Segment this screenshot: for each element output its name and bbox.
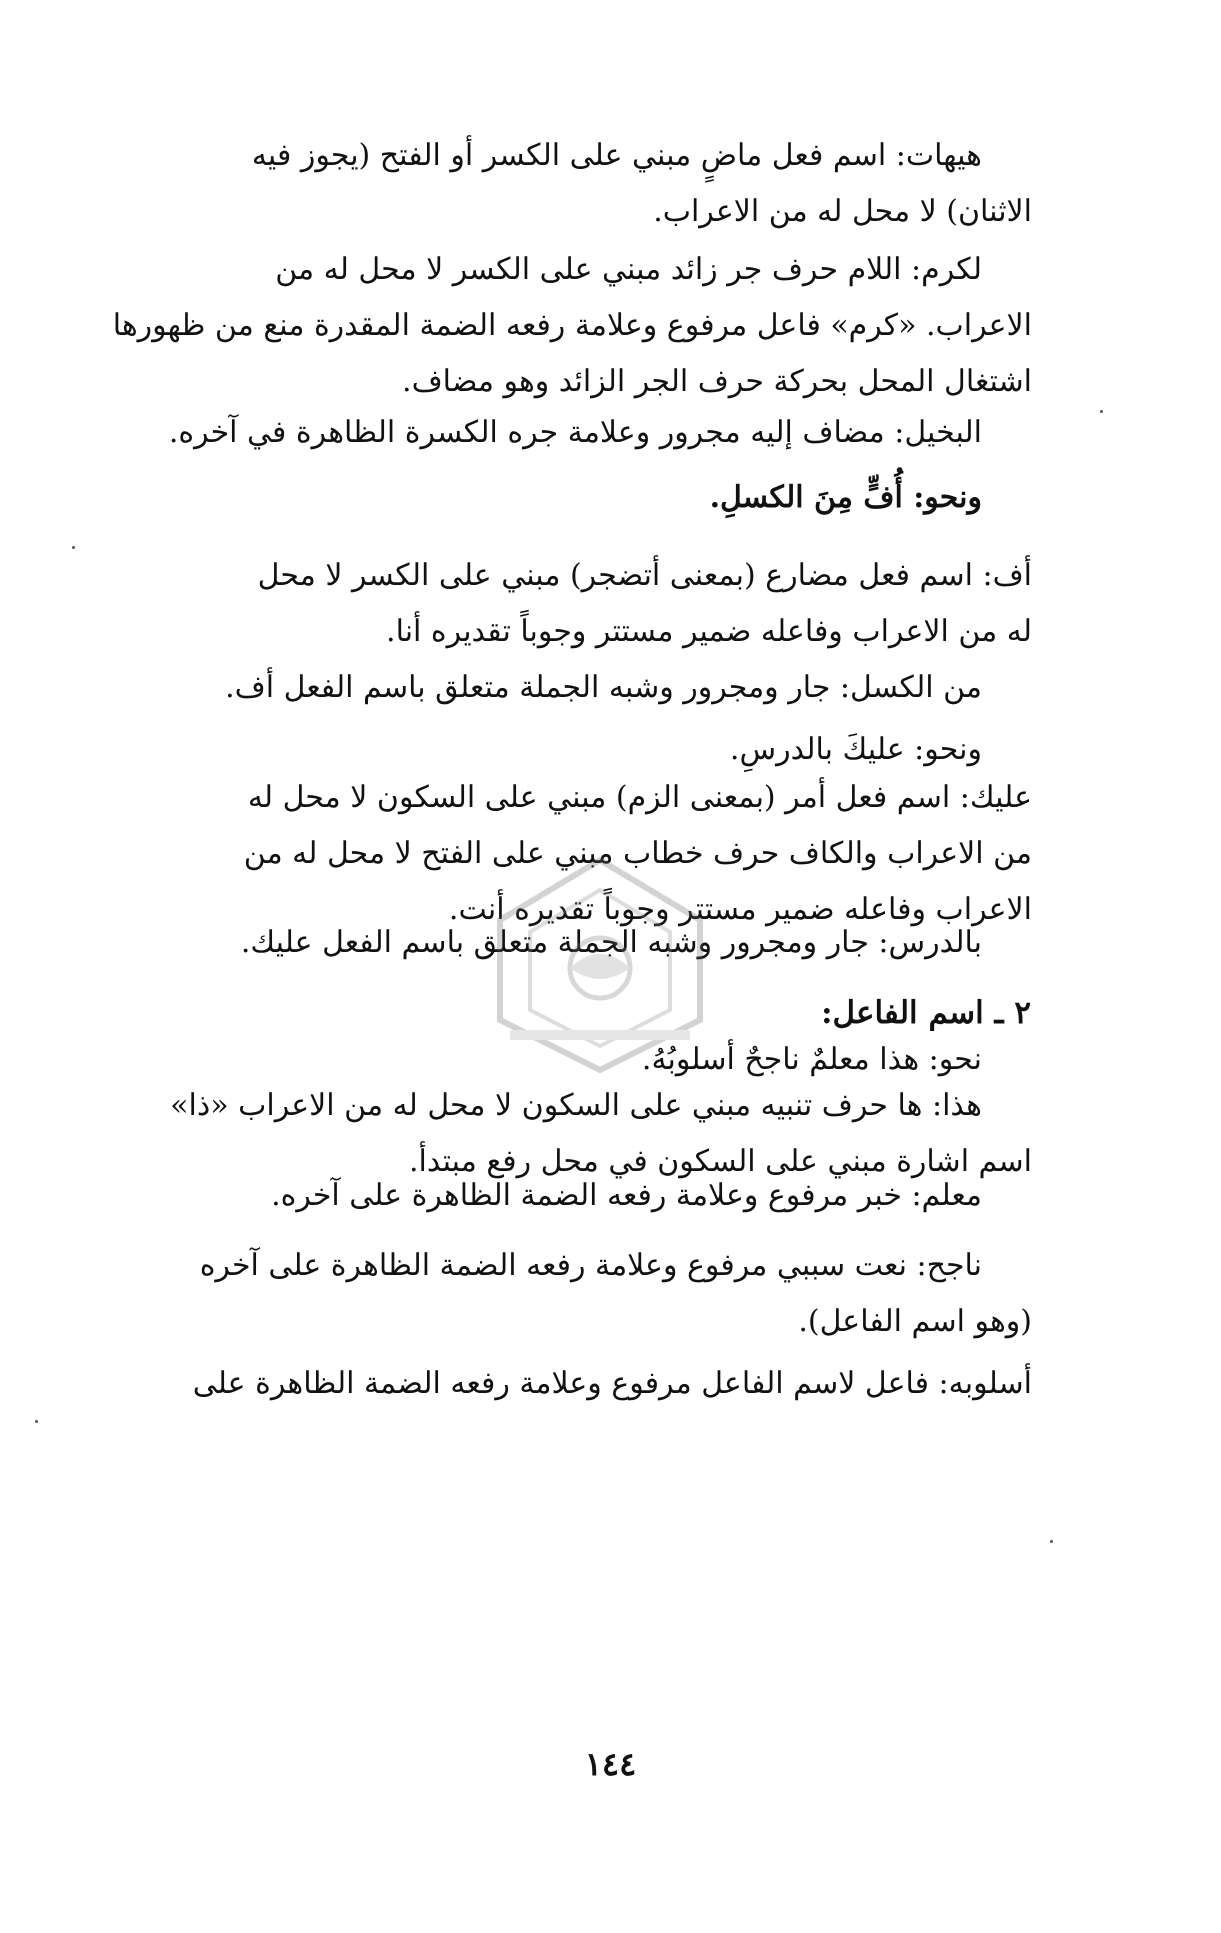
- text-line: الاثنان) لا محل له من الاعراب.: [653, 194, 1032, 229]
- paragraph-uslubuh: [90, 1356, 1032, 1412]
- paragraph-haihat: [90, 128, 1032, 240]
- paragraph-muallim: [90, 1168, 1032, 1224]
- scan-speck: [35, 1420, 38, 1423]
- text-line: هذا: ها حرف تنبيه مبني على السكون لا محل له من الاعراب «ذا»: [170, 1088, 982, 1123]
- text-line: معلم: خبر مرفوع وعلامة رفعه الضمة الظاهرة على آخره.: [271, 1178, 982, 1213]
- text-line: اشتغال المحل بحركة حرف الجر الزائد وهو مضاف.: [402, 364, 1032, 399]
- paragraph-likarm: [90, 242, 1032, 410]
- paragraph-albakhil: [90, 405, 1032, 461]
- text-line: (وهو اسم الفاعل).: [798, 1304, 1032, 1339]
- text-line: بالدرس: جار ومجرور وشبه الجملة متعلق باسم الفعل عليك.: [240, 925, 982, 960]
- text-line: اسم اشارة مبني على السكون في محل رفع مبتدأ.: [409, 1144, 1032, 1179]
- example-line: ونحو: أُفٍّ مِنَ الكسلِ.: [709, 480, 982, 515]
- page-number: ١٤٤: [584, 1745, 637, 1783]
- text-line: الاعراب. «كرم» فاعل مرفوع وعلامة رفعه الضمة المقدرة منع من ظهورها: [112, 308, 1032, 343]
- text-line: ناجح: نعت سببي مرفوع وعلامة رفعه الضمة الظاهرة على آخره: [199, 1248, 982, 1283]
- text-line: هيهات: اسم فعل ماضٍ مبني على الكسر أو الفتح (يجوز فيه: [251, 138, 982, 173]
- text-line: البخيل: مضاف إليه مجرور وعلامة جره الكسرة الظاهرة في آخره.: [168, 415, 982, 450]
- section-heading: ٢ ـ اسم الفاعل:: [821, 995, 1031, 1031]
- text-line: لكرم: اللام حرف جر زائد مبني على الكسر لا محل له من: [275, 252, 982, 287]
- scan-speck: [1050, 1540, 1053, 1543]
- example-line: ونحو: عليكَ بالدرسِ.: [729, 732, 982, 767]
- text-line: الاعراب وفاعله ضمير مستتر وجوباً تقديره أنت.: [448, 892, 1032, 927]
- example-uff: [90, 470, 1032, 526]
- scan-speck: [1100, 410, 1103, 413]
- text-line: أسلوبه: فاعل لاسم الفاعل مرفوع وعلامة رفعه الضمة الظاهرة على: [192, 1366, 1032, 1401]
- text-line: من الكسل: جار ومجرور وشبه الجملة متعلق باسم الفعل أف.: [225, 670, 982, 705]
- scan-speck: [72, 546, 75, 549]
- watermark-seal-icon: [470, 850, 730, 1080]
- text-line: أف: اسم فعل مضارع (بمعنى أتضجر) مبني على الكسر لا محل: [257, 558, 1032, 593]
- paragraph-najih: [90, 1238, 1032, 1350]
- paragraph-minalkasal: [90, 660, 1032, 716]
- example-line: نحو: هذا معلمٌ ناجحٌ أسلوبُهُ.: [641, 1042, 982, 1077]
- text-line: له من الاعراب وفاعله ضمير مستتر وجوباً تقديره أنا.: [386, 614, 1032, 649]
- text-line: عليك: اسم فعل أمر (بمعنى الزم) مبني على السكون لا محل له: [247, 780, 1032, 815]
- paragraph-uff: [90, 548, 1032, 660]
- text-line: من الاعراب والكاف حرف خطاب مبني على الفتح لا محل له من: [243, 836, 1032, 871]
